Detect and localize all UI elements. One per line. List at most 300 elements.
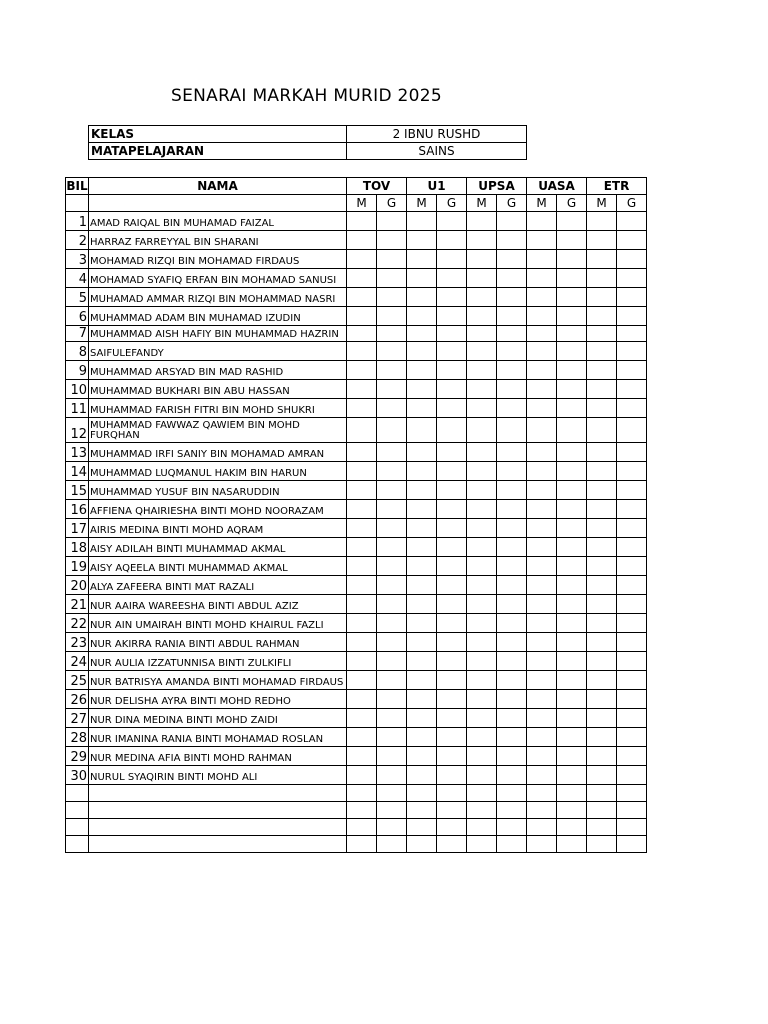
uasa-g-cell[interactable]	[557, 361, 587, 380]
etr-g-cell[interactable]	[617, 576, 647, 595]
etr-g-cell[interactable]	[617, 633, 647, 652]
etr-g-cell[interactable]	[617, 481, 647, 500]
upsa-g-cell[interactable]	[497, 418, 527, 443]
u1-m-cell[interactable]	[407, 288, 437, 307]
tov-g-cell[interactable]	[377, 802, 407, 819]
etr-g-cell[interactable]	[617, 671, 647, 690]
uasa-m-cell[interactable]	[527, 481, 557, 500]
etr-g-cell[interactable]	[617, 557, 647, 576]
uasa-m-cell[interactable]	[527, 557, 557, 576]
tov-g-cell[interactable]	[377, 652, 407, 671]
u1-g-cell[interactable]	[437, 785, 467, 802]
tov-g-cell[interactable]	[377, 633, 407, 652]
uasa-g-cell[interactable]	[557, 462, 587, 481]
upsa-g-cell[interactable]	[497, 462, 527, 481]
u1-m-cell[interactable]	[407, 671, 437, 690]
upsa-g-cell[interactable]	[497, 595, 527, 614]
tov-m-cell[interactable]	[347, 326, 377, 342]
etr-g-cell[interactable]	[617, 652, 647, 671]
etr-m-cell[interactable]	[587, 288, 617, 307]
etr-m-cell[interactable]	[587, 819, 617, 836]
upsa-m-cell[interactable]	[467, 361, 497, 380]
etr-m-cell[interactable]	[587, 690, 617, 709]
uasa-m-cell[interactable]	[527, 250, 557, 269]
upsa-m-cell[interactable]	[467, 819, 497, 836]
u1-g-cell[interactable]	[437, 652, 467, 671]
etr-g-cell[interactable]	[617, 766, 647, 785]
u1-g-cell[interactable]	[437, 519, 467, 538]
uasa-m-cell[interactable]	[527, 399, 557, 418]
tov-m-cell[interactable]	[347, 671, 377, 690]
tov-m-cell[interactable]	[347, 519, 377, 538]
etr-g-cell[interactable]	[617, 231, 647, 250]
etr-m-cell[interactable]	[587, 418, 617, 443]
u1-g-cell[interactable]	[437, 481, 467, 500]
upsa-m-cell[interactable]	[467, 557, 497, 576]
uasa-g-cell[interactable]	[557, 418, 587, 443]
u1-g-cell[interactable]	[437, 212, 467, 231]
uasa-m-cell[interactable]	[527, 709, 557, 728]
etr-g-cell[interactable]	[617, 785, 647, 802]
uasa-g-cell[interactable]	[557, 836, 587, 853]
uasa-g-cell[interactable]	[557, 690, 587, 709]
etr-m-cell[interactable]	[587, 747, 617, 766]
upsa-m-cell[interactable]	[467, 519, 497, 538]
u1-m-cell[interactable]	[407, 633, 437, 652]
upsa-g-cell[interactable]	[497, 481, 527, 500]
upsa-m-cell[interactable]	[467, 500, 497, 519]
tov-m-cell[interactable]	[347, 709, 377, 728]
upsa-m-cell[interactable]	[467, 443, 497, 462]
upsa-g-cell[interactable]	[497, 576, 527, 595]
tov-m-cell[interactable]	[347, 576, 377, 595]
upsa-g-cell[interactable]	[497, 766, 527, 785]
upsa-g-cell[interactable]	[497, 614, 527, 633]
upsa-g-cell[interactable]	[497, 709, 527, 728]
etr-m-cell[interactable]	[587, 462, 617, 481]
etr-m-cell[interactable]	[587, 652, 617, 671]
uasa-g-cell[interactable]	[557, 785, 587, 802]
etr-g-cell[interactable]	[617, 500, 647, 519]
u1-g-cell[interactable]	[437, 633, 467, 652]
uasa-g-cell[interactable]	[557, 443, 587, 462]
u1-g-cell[interactable]	[437, 443, 467, 462]
etr-g-cell[interactable]	[617, 307, 647, 326]
upsa-m-cell[interactable]	[467, 766, 497, 785]
u1-m-cell[interactable]	[407, 652, 437, 671]
u1-m-cell[interactable]	[407, 380, 437, 399]
tov-g-cell[interactable]	[377, 462, 407, 481]
etr-m-cell[interactable]	[587, 342, 617, 361]
uasa-g-cell[interactable]	[557, 519, 587, 538]
u1-g-cell[interactable]	[437, 231, 467, 250]
upsa-g-cell[interactable]	[497, 443, 527, 462]
uasa-m-cell[interactable]	[527, 802, 557, 819]
tov-m-cell[interactable]	[347, 212, 377, 231]
etr-m-cell[interactable]	[587, 399, 617, 418]
u1-g-cell[interactable]	[437, 671, 467, 690]
uasa-g-cell[interactable]	[557, 747, 587, 766]
upsa-m-cell[interactable]	[467, 747, 497, 766]
etr-m-cell[interactable]	[587, 802, 617, 819]
upsa-g-cell[interactable]	[497, 819, 527, 836]
etr-g-cell[interactable]	[617, 288, 647, 307]
upsa-g-cell[interactable]	[497, 633, 527, 652]
etr-m-cell[interactable]	[587, 671, 617, 690]
upsa-g-cell[interactable]	[497, 557, 527, 576]
tov-g-cell[interactable]	[377, 709, 407, 728]
u1-m-cell[interactable]	[407, 557, 437, 576]
upsa-g-cell[interactable]	[497, 836, 527, 853]
etr-m-cell[interactable]	[587, 269, 617, 288]
etr-g-cell[interactable]	[617, 519, 647, 538]
upsa-m-cell[interactable]	[467, 652, 497, 671]
tov-m-cell[interactable]	[347, 462, 377, 481]
upsa-m-cell[interactable]	[467, 269, 497, 288]
uasa-m-cell[interactable]	[527, 307, 557, 326]
tov-g-cell[interactable]	[377, 785, 407, 802]
u1-g-cell[interactable]	[437, 819, 467, 836]
uasa-g-cell[interactable]	[557, 576, 587, 595]
tov-m-cell[interactable]	[347, 380, 377, 399]
etr-g-cell[interactable]	[617, 690, 647, 709]
u1-g-cell[interactable]	[437, 307, 467, 326]
upsa-m-cell[interactable]	[467, 462, 497, 481]
tov-m-cell[interactable]	[347, 836, 377, 853]
uasa-g-cell[interactable]	[557, 500, 587, 519]
upsa-m-cell[interactable]	[467, 481, 497, 500]
tov-m-cell[interactable]	[347, 557, 377, 576]
tov-g-cell[interactable]	[377, 690, 407, 709]
tov-m-cell[interactable]	[347, 250, 377, 269]
upsa-m-cell[interactable]	[467, 231, 497, 250]
upsa-m-cell[interactable]	[467, 212, 497, 231]
upsa-g-cell[interactable]	[497, 399, 527, 418]
uasa-m-cell[interactable]	[527, 361, 557, 380]
etr-m-cell[interactable]	[587, 538, 617, 557]
tov-m-cell[interactable]	[347, 690, 377, 709]
uasa-g-cell[interactable]	[557, 633, 587, 652]
tov-m-cell[interactable]	[347, 342, 377, 361]
u1-m-cell[interactable]	[407, 250, 437, 269]
etr-g-cell[interactable]	[617, 538, 647, 557]
uasa-m-cell[interactable]	[527, 652, 557, 671]
uasa-m-cell[interactable]	[527, 728, 557, 747]
etr-m-cell[interactable]	[587, 576, 617, 595]
tov-g-cell[interactable]	[377, 269, 407, 288]
upsa-m-cell[interactable]	[467, 728, 497, 747]
uasa-g-cell[interactable]	[557, 595, 587, 614]
u1-g-cell[interactable]	[437, 557, 467, 576]
upsa-g-cell[interactable]	[497, 747, 527, 766]
uasa-m-cell[interactable]	[527, 342, 557, 361]
etr-m-cell[interactable]	[587, 500, 617, 519]
etr-g-cell[interactable]	[617, 380, 647, 399]
u1-g-cell[interactable]	[437, 326, 467, 342]
upsa-m-cell[interactable]	[467, 418, 497, 443]
uasa-m-cell[interactable]	[527, 212, 557, 231]
upsa-g-cell[interactable]	[497, 212, 527, 231]
u1-m-cell[interactable]	[407, 462, 437, 481]
tov-g-cell[interactable]	[377, 307, 407, 326]
u1-m-cell[interactable]	[407, 766, 437, 785]
etr-g-cell[interactable]	[617, 250, 647, 269]
u1-m-cell[interactable]	[407, 443, 437, 462]
uasa-m-cell[interactable]	[527, 576, 557, 595]
u1-m-cell[interactable]	[407, 307, 437, 326]
uasa-m-cell[interactable]	[527, 595, 557, 614]
etr-m-cell[interactable]	[587, 212, 617, 231]
tov-g-cell[interactable]	[377, 443, 407, 462]
upsa-g-cell[interactable]	[497, 231, 527, 250]
uasa-g-cell[interactable]	[557, 652, 587, 671]
uasa-g-cell[interactable]	[557, 399, 587, 418]
u1-g-cell[interactable]	[437, 802, 467, 819]
upsa-g-cell[interactable]	[497, 500, 527, 519]
tov-m-cell[interactable]	[347, 819, 377, 836]
upsa-m-cell[interactable]	[467, 614, 497, 633]
u1-m-cell[interactable]	[407, 399, 437, 418]
etr-g-cell[interactable]	[617, 462, 647, 481]
u1-m-cell[interactable]	[407, 519, 437, 538]
tov-m-cell[interactable]	[347, 652, 377, 671]
etr-m-cell[interactable]	[587, 709, 617, 728]
uasa-g-cell[interactable]	[557, 802, 587, 819]
etr-m-cell[interactable]	[587, 633, 617, 652]
etr-g-cell[interactable]	[617, 443, 647, 462]
uasa-m-cell[interactable]	[527, 418, 557, 443]
tov-m-cell[interactable]	[347, 307, 377, 326]
uasa-m-cell[interactable]	[527, 519, 557, 538]
u1-m-cell[interactable]	[407, 836, 437, 853]
tov-m-cell[interactable]	[347, 500, 377, 519]
u1-m-cell[interactable]	[407, 709, 437, 728]
etr-g-cell[interactable]	[617, 399, 647, 418]
tov-g-cell[interactable]	[377, 538, 407, 557]
tov-g-cell[interactable]	[377, 819, 407, 836]
tov-m-cell[interactable]	[347, 728, 377, 747]
tov-g-cell[interactable]	[377, 747, 407, 766]
u1-m-cell[interactable]	[407, 538, 437, 557]
uasa-m-cell[interactable]	[527, 380, 557, 399]
upsa-m-cell[interactable]	[467, 709, 497, 728]
etr-g-cell[interactable]	[617, 709, 647, 728]
tov-m-cell[interactable]	[347, 785, 377, 802]
tov-g-cell[interactable]	[377, 399, 407, 418]
tov-g-cell[interactable]	[377, 519, 407, 538]
etr-g-cell[interactable]	[617, 326, 647, 342]
u1-m-cell[interactable]	[407, 785, 437, 802]
tov-g-cell[interactable]	[377, 500, 407, 519]
u1-m-cell[interactable]	[407, 231, 437, 250]
etr-g-cell[interactable]	[617, 361, 647, 380]
upsa-m-cell[interactable]	[467, 802, 497, 819]
u1-g-cell[interactable]	[437, 538, 467, 557]
tov-g-cell[interactable]	[377, 595, 407, 614]
tov-g-cell[interactable]	[377, 288, 407, 307]
tov-m-cell[interactable]	[347, 614, 377, 633]
u1-m-cell[interactable]	[407, 728, 437, 747]
uasa-g-cell[interactable]	[557, 288, 587, 307]
etr-g-cell[interactable]	[617, 819, 647, 836]
uasa-g-cell[interactable]	[557, 380, 587, 399]
u1-g-cell[interactable]	[437, 709, 467, 728]
tov-g-cell[interactable]	[377, 766, 407, 785]
etr-m-cell[interactable]	[587, 361, 617, 380]
u1-m-cell[interactable]	[407, 212, 437, 231]
u1-g-cell[interactable]	[437, 250, 467, 269]
tov-g-cell[interactable]	[377, 481, 407, 500]
upsa-g-cell[interactable]	[497, 671, 527, 690]
upsa-m-cell[interactable]	[467, 326, 497, 342]
u1-m-cell[interactable]	[407, 614, 437, 633]
upsa-g-cell[interactable]	[497, 728, 527, 747]
tov-g-cell[interactable]	[377, 614, 407, 633]
etr-m-cell[interactable]	[587, 766, 617, 785]
etr-m-cell[interactable]	[587, 443, 617, 462]
upsa-m-cell[interactable]	[467, 633, 497, 652]
u1-g-cell[interactable]	[437, 690, 467, 709]
tov-g-cell[interactable]	[377, 380, 407, 399]
upsa-m-cell[interactable]	[467, 595, 497, 614]
uasa-m-cell[interactable]	[527, 819, 557, 836]
tov-m-cell[interactable]	[347, 288, 377, 307]
u1-g-cell[interactable]	[437, 576, 467, 595]
u1-m-cell[interactable]	[407, 500, 437, 519]
etr-m-cell[interactable]	[587, 785, 617, 802]
u1-m-cell[interactable]	[407, 819, 437, 836]
uasa-g-cell[interactable]	[557, 342, 587, 361]
uasa-m-cell[interactable]	[527, 443, 557, 462]
u1-m-cell[interactable]	[407, 418, 437, 443]
uasa-m-cell[interactable]	[527, 690, 557, 709]
uasa-m-cell[interactable]	[527, 614, 557, 633]
u1-g-cell[interactable]	[437, 380, 467, 399]
u1-m-cell[interactable]	[407, 269, 437, 288]
tov-g-cell[interactable]	[377, 231, 407, 250]
etr-m-cell[interactable]	[587, 380, 617, 399]
uasa-g-cell[interactable]	[557, 766, 587, 785]
uasa-m-cell[interactable]	[527, 785, 557, 802]
tov-g-cell[interactable]	[377, 728, 407, 747]
u1-g-cell[interactable]	[437, 269, 467, 288]
u1-g-cell[interactable]	[437, 836, 467, 853]
uasa-m-cell[interactable]	[527, 766, 557, 785]
tov-m-cell[interactable]	[347, 399, 377, 418]
upsa-g-cell[interactable]	[497, 652, 527, 671]
tov-m-cell[interactable]	[347, 361, 377, 380]
etr-g-cell[interactable]	[617, 747, 647, 766]
tov-m-cell[interactable]	[347, 443, 377, 462]
upsa-g-cell[interactable]	[497, 269, 527, 288]
tov-m-cell[interactable]	[347, 269, 377, 288]
tov-g-cell[interactable]	[377, 418, 407, 443]
u1-m-cell[interactable]	[407, 802, 437, 819]
upsa-g-cell[interactable]	[497, 690, 527, 709]
upsa-g-cell[interactable]	[497, 519, 527, 538]
upsa-g-cell[interactable]	[497, 802, 527, 819]
u1-g-cell[interactable]	[437, 462, 467, 481]
etr-m-cell[interactable]	[587, 326, 617, 342]
upsa-m-cell[interactable]	[467, 399, 497, 418]
u1-g-cell[interactable]	[437, 747, 467, 766]
tov-g-cell[interactable]	[377, 250, 407, 269]
etr-m-cell[interactable]	[587, 307, 617, 326]
uasa-m-cell[interactable]	[527, 836, 557, 853]
uasa-g-cell[interactable]	[557, 557, 587, 576]
uasa-g-cell[interactable]	[557, 614, 587, 633]
etr-g-cell[interactable]	[617, 836, 647, 853]
u1-g-cell[interactable]	[437, 595, 467, 614]
upsa-m-cell[interactable]	[467, 785, 497, 802]
tov-m-cell[interactable]	[347, 418, 377, 443]
u1-m-cell[interactable]	[407, 361, 437, 380]
upsa-m-cell[interactable]	[467, 690, 497, 709]
etr-g-cell[interactable]	[617, 595, 647, 614]
u1-g-cell[interactable]	[437, 614, 467, 633]
upsa-g-cell[interactable]	[497, 307, 527, 326]
u1-m-cell[interactable]	[407, 326, 437, 342]
u1-g-cell[interactable]	[437, 728, 467, 747]
etr-m-cell[interactable]	[587, 519, 617, 538]
tov-g-cell[interactable]	[377, 576, 407, 595]
u1-m-cell[interactable]	[407, 595, 437, 614]
u1-m-cell[interactable]	[407, 690, 437, 709]
etr-m-cell[interactable]	[587, 614, 617, 633]
upsa-g-cell[interactable]	[497, 326, 527, 342]
etr-m-cell[interactable]	[587, 481, 617, 500]
tov-m-cell[interactable]	[347, 633, 377, 652]
uasa-m-cell[interactable]	[527, 671, 557, 690]
tov-g-cell[interactable]	[377, 361, 407, 380]
uasa-g-cell[interactable]	[557, 481, 587, 500]
uasa-m-cell[interactable]	[527, 633, 557, 652]
etr-g-cell[interactable]	[617, 212, 647, 231]
uasa-m-cell[interactable]	[527, 747, 557, 766]
uasa-m-cell[interactable]	[527, 538, 557, 557]
upsa-m-cell[interactable]	[467, 671, 497, 690]
u1-g-cell[interactable]	[437, 342, 467, 361]
uasa-m-cell[interactable]	[527, 326, 557, 342]
tov-g-cell[interactable]	[377, 212, 407, 231]
uasa-g-cell[interactable]	[557, 307, 587, 326]
etr-m-cell[interactable]	[587, 836, 617, 853]
upsa-m-cell[interactable]	[467, 538, 497, 557]
uasa-g-cell[interactable]	[557, 728, 587, 747]
tov-g-cell[interactable]	[377, 326, 407, 342]
tov-g-cell[interactable]	[377, 557, 407, 576]
uasa-g-cell[interactable]	[557, 671, 587, 690]
upsa-m-cell[interactable]	[467, 307, 497, 326]
uasa-m-cell[interactable]	[527, 462, 557, 481]
upsa-g-cell[interactable]	[497, 288, 527, 307]
etr-m-cell[interactable]	[587, 231, 617, 250]
u1-m-cell[interactable]	[407, 576, 437, 595]
u1-m-cell[interactable]	[407, 342, 437, 361]
upsa-m-cell[interactable]	[467, 288, 497, 307]
upsa-m-cell[interactable]	[467, 576, 497, 595]
tov-m-cell[interactable]	[347, 766, 377, 785]
etr-g-cell[interactable]	[617, 342, 647, 361]
upsa-m-cell[interactable]	[467, 250, 497, 269]
uasa-g-cell[interactable]	[557, 326, 587, 342]
tov-m-cell[interactable]	[347, 747, 377, 766]
upsa-m-cell[interactable]	[467, 836, 497, 853]
uasa-g-cell[interactable]	[557, 538, 587, 557]
tov-g-cell[interactable]	[377, 342, 407, 361]
u1-m-cell[interactable]	[407, 747, 437, 766]
u1-m-cell[interactable]	[407, 481, 437, 500]
